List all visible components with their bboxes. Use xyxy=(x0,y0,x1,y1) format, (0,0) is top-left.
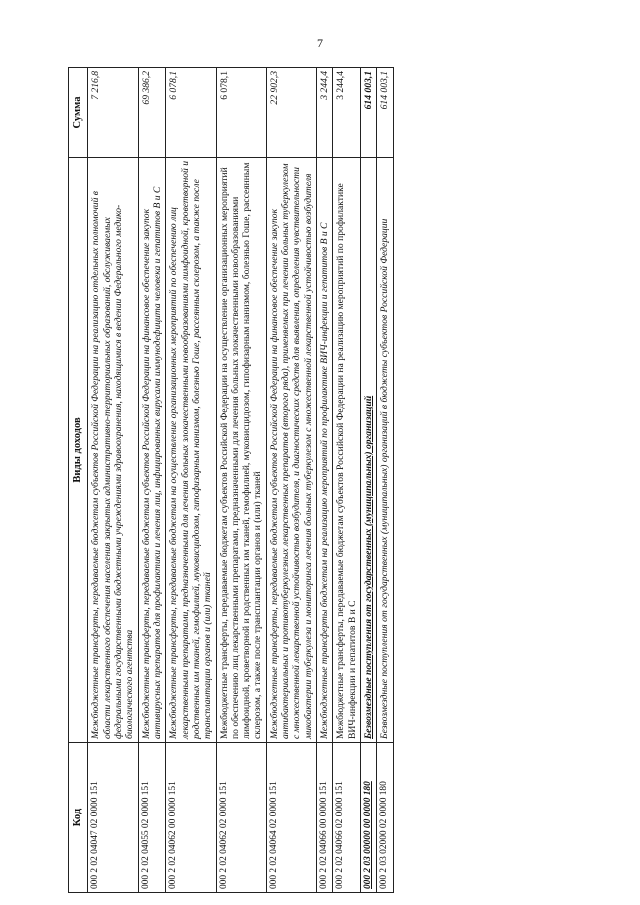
revenue-table xyxy=(68,67,394,893)
row-code: 000 2 02 04055 02 0000 151 xyxy=(138,743,166,893)
row-code: 000 2 02 04066 02 0000 151 xyxy=(333,743,361,893)
row-description: Межбюджетные трансферты, передаваемые бюджетам субъектов Российской Федерации на реализацию отдельных полномочий в области лекарственного обеспечения населения закрытых административно-территориальных образований, обслуживаемых федеральными государственными бюджетными учреждениями здравоохранения, находящимися в ведении Федерального медико-биологического агентства xyxy=(88,158,138,743)
row-amount: 3 244,4 xyxy=(333,68,361,158)
header-amount: Сумма xyxy=(69,68,88,158)
table-row xyxy=(317,68,333,893)
table-header-row xyxy=(69,68,88,893)
table-row xyxy=(88,68,138,893)
page-number: 7 xyxy=(317,36,323,50)
row-description: Безвозмездные поступления от государственных (муниципальных) организаций в бюджеты субъектов Российской Федерации xyxy=(377,158,393,743)
table-row xyxy=(216,68,266,893)
header-code: Код xyxy=(69,743,88,893)
table-row xyxy=(166,68,216,893)
row-amount: 614 003,1 xyxy=(377,68,393,158)
table-row xyxy=(333,68,361,893)
table-row xyxy=(138,68,166,893)
row-amount: 6 078,1 xyxy=(166,68,216,158)
header-description: Виды доходов xyxy=(69,158,88,743)
row-description: Межбюджетные трансферты бюджетам на реализацию мероприятий по профилактике ВИЧ-инфекции и гепатитов В и С xyxy=(317,158,333,743)
row-code: 000 2 03 02000 02 0000 180 xyxy=(377,743,393,893)
row-code: 000 2 03 00000 00 0000 180 xyxy=(360,743,376,893)
row-code: 000 2 02 04062 00 0000 151 xyxy=(166,743,216,893)
table-row xyxy=(377,68,393,893)
row-amount: 7 216,8 xyxy=(88,68,138,158)
table-row xyxy=(266,68,316,893)
table-row xyxy=(360,68,376,893)
row-code: 000 2 02 04066 00 0000 151 xyxy=(317,743,333,893)
row-description: Безвозмездные поступления от государственных (муниципальных) организаций xyxy=(360,158,376,743)
row-description: Межбюджетные трансферты, передаваемые бюджетам субъектов Российской Федерации на финансовое обеспечение закупок антивирусных препаратов для профилактики и лечения лиц, инфицированных вирусами иммунодефицита человека и гепатитов В и С xyxy=(138,158,166,743)
rotated-table-wrapper xyxy=(68,68,640,889)
row-amount: 3 244,4 xyxy=(317,68,333,158)
row-code: 000 2 02 04062 02 0000 151 xyxy=(216,743,266,893)
row-description: Межбюджетные трансферты, передаваемые бюджетам субъектов Российской Федерации на реализацию мероприятий по профилактике ВИЧ-инфекции и гепатитов В и С xyxy=(333,158,361,743)
row-description: Межбюджетные трансферты, передаваемые бюджетам субъектов Российской Федерации на осуществление организационных мероприятий по обеспечению лиц лекарственными препаратами, предназначенными для лечения больных злокачественными новообразованиями лимфоидной, кроветворной и родственных им тканей, гемофилией, муковисцидозом, гипофизарным нанизмом, болезнью Гоше, рассеянным склерозом, а также после трансплантации органов и (или) тканей xyxy=(216,158,266,743)
row-amount: 614 003,1 xyxy=(360,68,376,158)
row-amount: 22 902,3 xyxy=(266,68,316,158)
row-code: 000 2 02 04064 02 0000 151 xyxy=(266,743,316,893)
row-description: Межбюджетные трансферты, передаваемые бюджетам субъектов Российской Федерации на финансовое обеспечение закупок антибактериальных и противотуберкулезных лекарственных препаратов (второго ряда), применяемых при лечении больных туберкулезом с множественной лекарственной устойчивостью возбудителя, и диагностических средств для выявления, определения чувствительности микобактерии туберкулеза и мониторинга лечения больных туберкулезом с множественной лекарственной устойчивостью возбудителя xyxy=(266,158,316,743)
row-amount: 6 078,1 xyxy=(216,68,266,158)
row-description: Межбюджетные трансферты, передаваемые бюджетам на осуществление организационных мероприятий по обеспечению лиц лекарственными препаратами, предназначенными для лечения больных злокачественными новообразованиями лимфоидной, кроветворной и родственных им тканей, гемофилией, муковисцидозом, гипофизарным нанизмом, болезнью Гоше, рассеянным склерозом, а также после трансплантации органов и (или) тканей xyxy=(166,158,216,743)
row-amount: 69 386,2 xyxy=(138,68,166,158)
row-code: 000 2 02 04047 02 0000 151 xyxy=(88,743,138,893)
